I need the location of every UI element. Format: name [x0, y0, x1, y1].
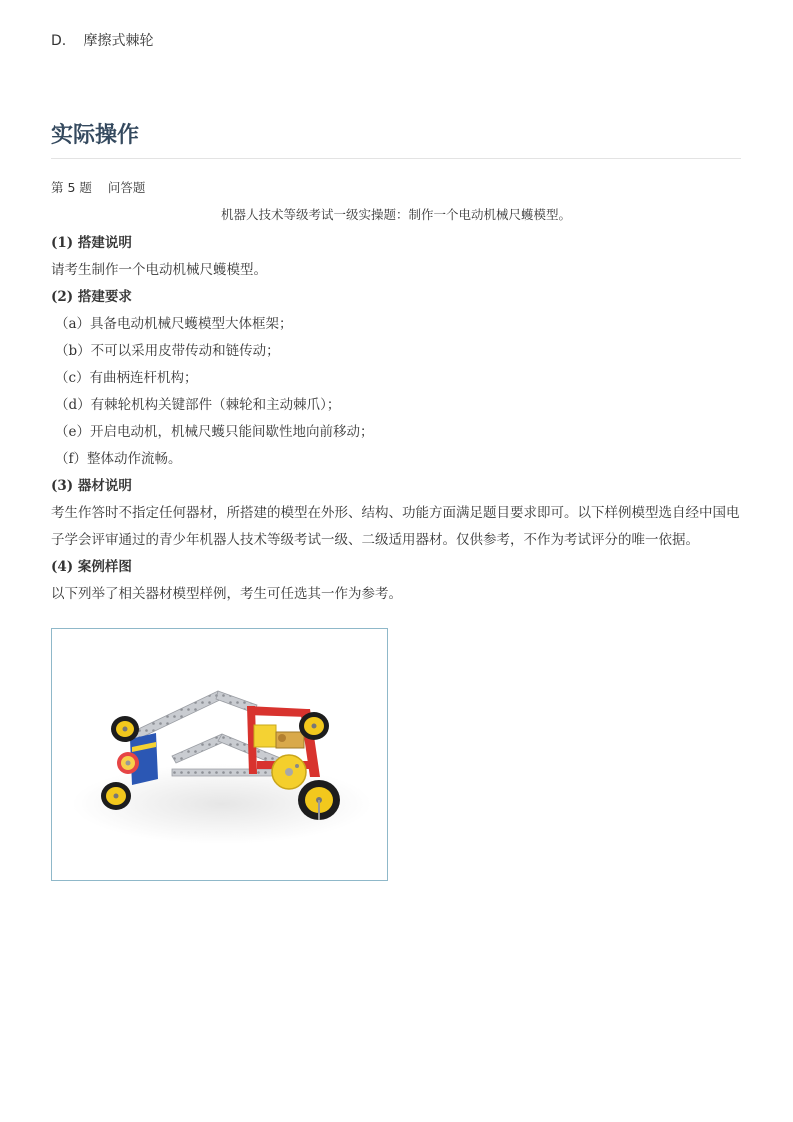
- option-text: 摩擦式棘轮: [83, 33, 154, 49]
- requirement-item: （b）不可以采用皮带传动和链传动；: [55, 343, 280, 359]
- requirement-item: （d）有棘轮机构关键部件（棘轮和主动棘爪）；: [55, 397, 341, 413]
- requirement-item: （a）具备电动机械尺蠖模型大体框架；: [55, 316, 293, 332]
- answer-option-d[interactable]: [51, 30, 153, 50]
- question-type: 问答题: [107, 180, 146, 195]
- requirement-item: （c）有曲柄连杆机构；: [55, 370, 198, 386]
- inchworm-model-illustration: [52, 629, 387, 880]
- crank-disc: [272, 755, 306, 789]
- wheel: [299, 712, 329, 740]
- section-title: 实际操作: [51, 123, 140, 148]
- example-heading: (4) 案例样图: [51, 559, 132, 575]
- requirement-item: （f）整体动作流畅。: [55, 451, 182, 467]
- requirement-item: （e）开启电动机，机械尺蠖只能间歇性地向前移动；: [55, 424, 374, 440]
- question-title: 机器人技术等级考试一级实操题：制作一个电动机械尺蠖模型。: [220, 207, 571, 222]
- build-req-heading: (2) 搭建要求: [51, 289, 132, 305]
- build-desc-heading: (1) 搭建说明: [51, 235, 132, 251]
- example-text: 以下列举了相关器材模型样例，考生可任选其一作为参考。: [51, 586, 402, 602]
- wheel: [298, 780, 340, 820]
- wheel: [111, 716, 139, 742]
- equipment-text: 考生作答时不指定任何器材，所搭建的模型在外形、结构、功能方面满足题目要求即可。以下样例模型选自经中国电子学会评审通过的青少年机器人技术等级考试一级、二级适用器材。仅供参考，不作为考试评分的唯一依据。: [51, 505, 740, 548]
- equipment-heading: (3) 器材说明: [51, 478, 132, 494]
- option-letter: D.: [51, 33, 67, 49]
- wheel: [101, 782, 131, 810]
- question-number: 第 5 题: [51, 180, 92, 195]
- section-divider: [51, 158, 741, 159]
- ratchet-gear: [117, 752, 139, 774]
- question-body: [51, 230, 741, 608]
- example-model-image: [51, 628, 388, 881]
- question-meta: [51, 178, 157, 196]
- build-desc-text: 请考生制作一个电动机械尺蠖模型。: [51, 262, 267, 278]
